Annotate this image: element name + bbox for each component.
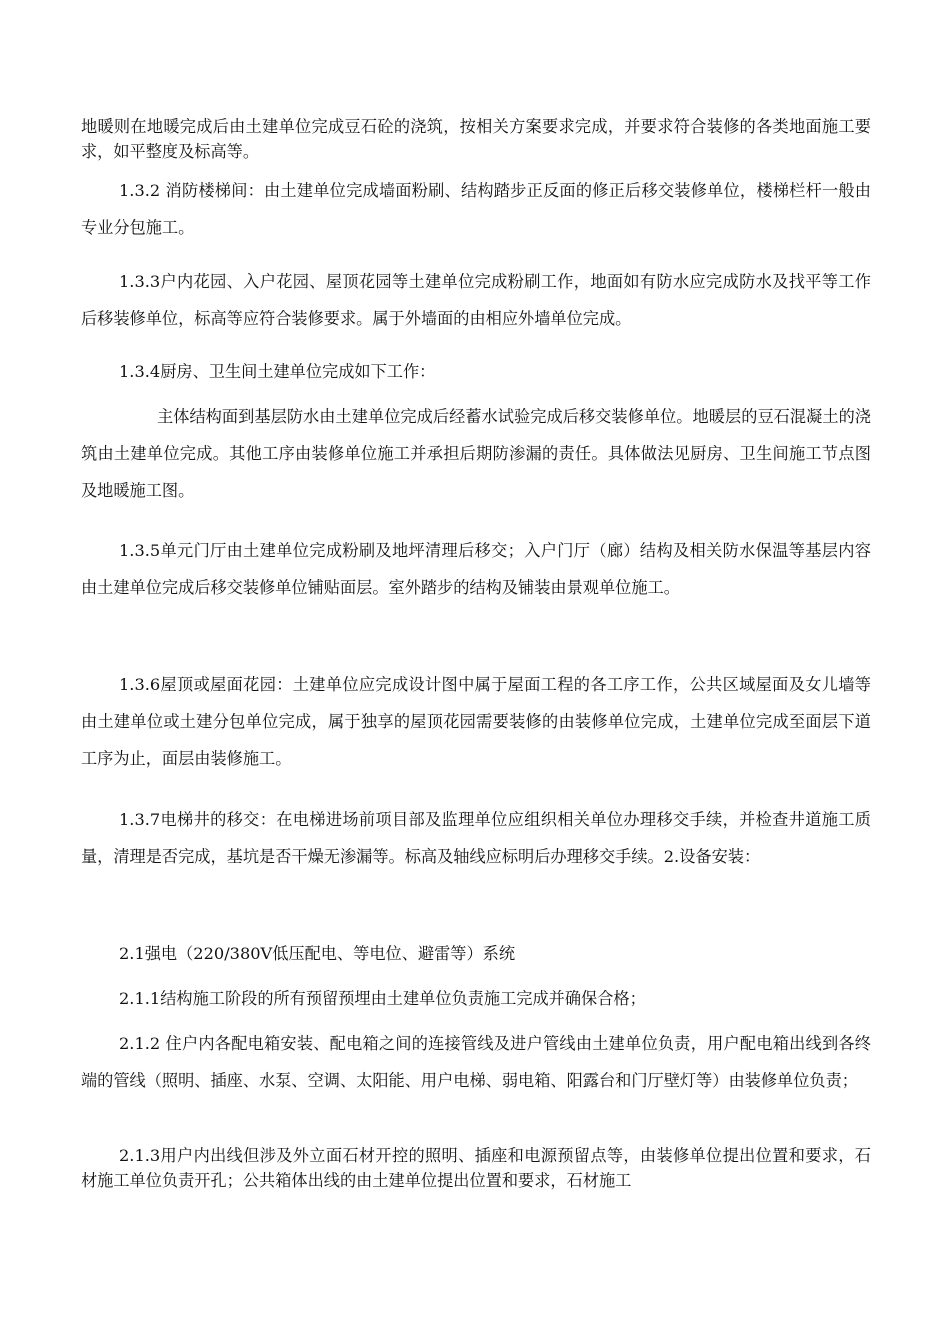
paragraph-2-1: 2.1强电（220/380V低压配电、等电位、避雷等）系统 xyxy=(119,944,516,963)
paragraph-2-1-3: 2.1.3用户内出线但涉及外立面石材开控的照明、插座和电源预留点等，由装修单位提出位置和要求，石材施工单位负责开孔；公共箱体出线的由土建单位提出位置和要求，石材施工 xyxy=(81,1146,871,1190)
paragraph-floor-heating: 地暖则在地暖完成后由土建单位完成豆石砼的浇筑，按相关方案要求完成，并要求符合装修的各类地面施工要求，如平整度及标高等。 xyxy=(81,117,871,161)
paragraph-1-3-7: 1.3.7电梯井的移交：在电梯进场前项目部及监理单位应组织相关单位办理移交手续，并检查井道施工质量，清理是否完成，基坑是否干燥无渗漏等。标高及轴线应标明后办理移交手续。2.设备安装： xyxy=(81,810,871,866)
paragraph-2-1-1: 2.1.1结构施工阶段的所有预留预埋由土建单位负责施工完成并确保合格； xyxy=(119,989,646,1008)
paragraph-1-3-6: 1.3.6屋顶或屋面花园：土建单位应完成设计图中属于屋面工程的各工序工作，公共区域屋面及女儿墙等由土建单位或土建分包单位完成，属于独享的屋顶花园需要装修的由装修单位完成，土建单位完成至面层下道工序为止，面层由装修施工。 xyxy=(81,675,871,768)
paragraph-1-3-2: 1.3.2 消防楼梯间：由土建单位完成墙面粉刷、结构踏步正反面的修正后移交装修单位，楼梯栏杆一般由专业分包施工。 xyxy=(81,181,871,237)
paragraph-1-3-5: 1.3.5单元门厅由土建单位完成粉刷及地坪清理后移交；入户门厅（廊）结构及相关防水保温等基层内容由土建单位完成后移交装修单位铺贴面层。室外踏步的结构及铺装由景观单位施工。 xyxy=(81,541,871,597)
paragraph-2-1-2: 2.1.2 住户内各配电箱安装、配电箱之间的连接管线及进户管线由土建单位负责，用户配电箱出线到各终端的管线（照明、插座、水泵、空调、太阳能、用户电梯、弱电箱、阳露台和门厅壁灯等）由装修单位负责； xyxy=(81,1034,871,1090)
paragraph-1-3-4: 1.3.4厨房、卫生间土建单位完成如下工作： xyxy=(119,362,436,381)
paragraph-kitchen-detail: 主体结构面到基层防水由土建单位完成后经蓄水试验完成后移交装修单位。地暖层的豆石混凝土的浇筑由土建单位完成。其他工序由装修单位施工并承担后期防渗漏的责任。具体做法见厨房、卫生间施工节点图及地暖施工图。 xyxy=(81,407,871,500)
paragraph-1-3-3: 1.3.3户内花园、入户花园、屋顶花园等土建单位完成粉刷工作，地面如有防水应完成防水及找平等工作后移装修单位，标高等应符合装修要求。属于外墙面的由相应外墙单位完成。 xyxy=(81,272,871,328)
